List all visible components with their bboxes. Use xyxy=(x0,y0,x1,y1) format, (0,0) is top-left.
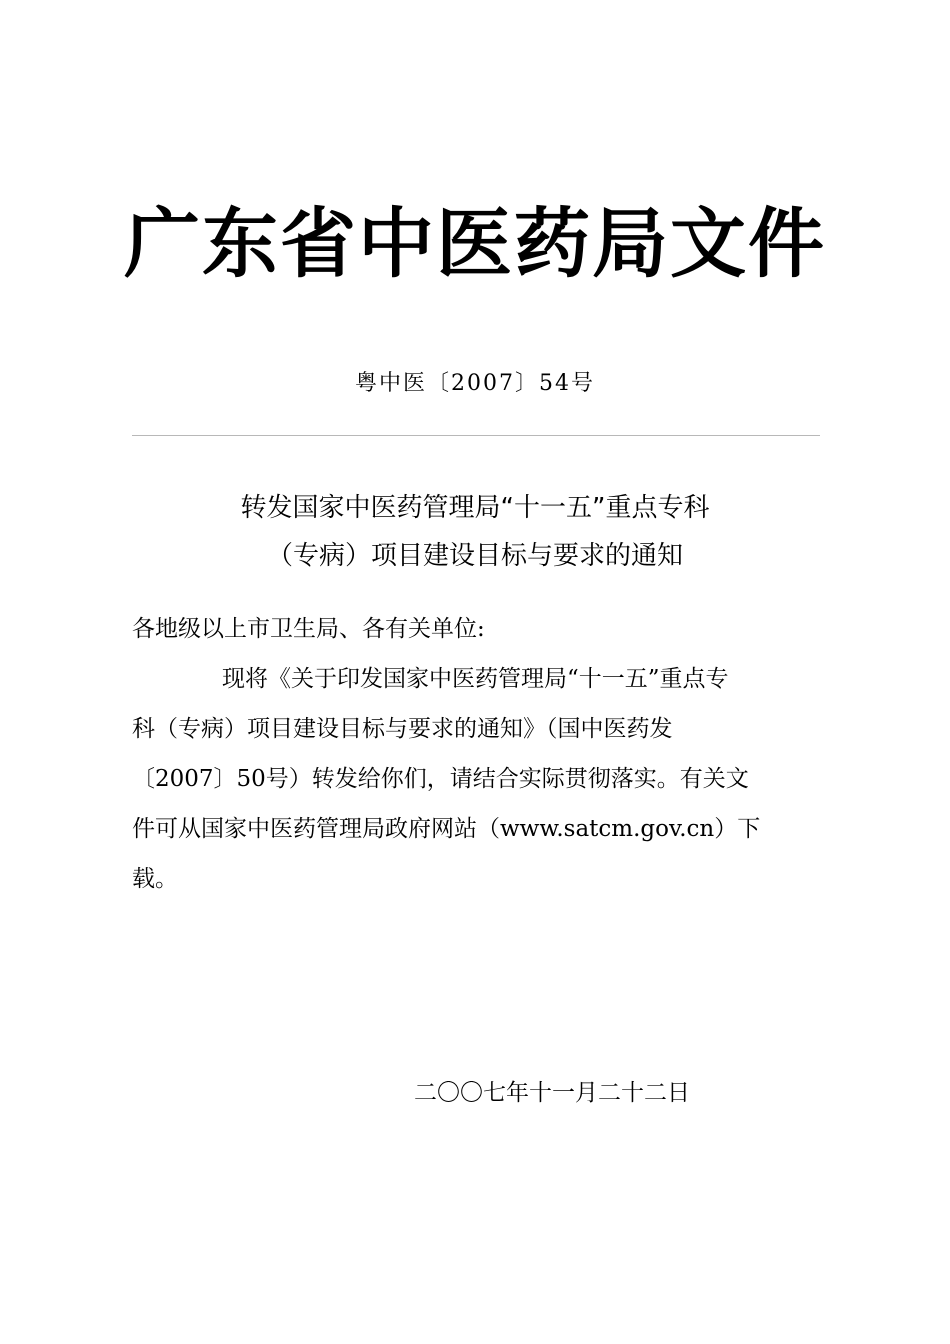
subject-line-2: （专病）项目建设目标与要求的通知 xyxy=(266,541,683,571)
document-number: 粤中医〔2007〕54号 xyxy=(355,371,595,396)
body-line: 件可从国家中医药管理局政府网站（www.satcm.gov.cn）下 xyxy=(132,816,761,842)
issue-date: 二〇〇七年十一月二十二日 xyxy=(414,1080,690,1106)
subject-line-1: 转发国家中医药管理局“十一五”重点专科 xyxy=(240,493,710,523)
document-header-title: 广东省中医药局文件 xyxy=(124,199,826,288)
body-line: 现将《关于印发国家中医药管理局“十一五”重点专 xyxy=(222,666,729,692)
salutation: 各地级以上市卫生局、各有关单位: xyxy=(132,616,485,642)
body-line: 科（专病）项目建设目标与要求的通知》（国中医药发 xyxy=(132,716,673,742)
body-line: 载。 xyxy=(132,866,178,892)
body-line: 〔2007〕50号）转发给你们，请结合实际贯彻落实。有关文 xyxy=(132,766,749,792)
header-divider xyxy=(132,435,820,436)
